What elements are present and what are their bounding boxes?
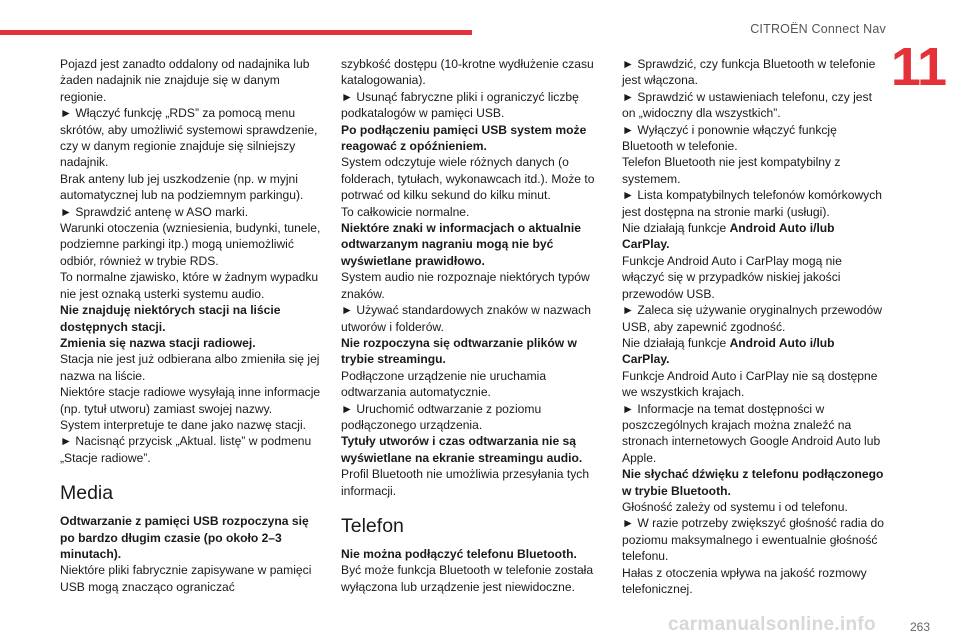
paragraph: System audio nie rozpoznaje niektórych typów znaków. [341,270,590,301]
paragraph: Stacja nie jest już odbierana albo zmieniła się jej nazwa na liście. [60,352,320,383]
paragraph-bold-text: Android Auto i/lub CarPlay. [622,335,835,367]
paragraph: ► Zaleca się używanie oryginalnych przewodów USB, aby zapewnić zgodność. [622,303,883,334]
header-accent-bar [0,30,472,35]
bold-question: Odtwarzanie z pamięci USB rozpoczyna się po bardzo długim czasie (po około 2–3 minutach). [60,514,309,561]
paragraph: ► Lista kompatybilnych telefonów komórkowych jest dostępna na stronie marki (usługi). [622,188,883,219]
paragraph: Pojazd jest zanadto oddalony od nadajnika lub żaden nadajnik nie znajduje się w danym regionie. [60,57,310,104]
paragraph: Niektóre pliki fabrycznie zapisywane w pamięci USB mogą znacząco ograniczać [60,563,312,594]
text-column-2 [341,56,603,595]
paragraph: ► Sprawdzić, czy funkcja Bluetooth w telefonie jest włączona. [622,57,876,88]
paragraph [622,220,884,253]
paragraph: System odczytuje wiele różnych danych (o folderach, tytułach, wykonawcach itd.). Może to potrwać od kilku sekund do kilku minut. [341,155,595,203]
paragraph: Funkcje Android Auto i CarPlay nie są dostępne we wszystkich krajach. [622,368,878,400]
bold-question: Nie znajduję niektórych stacji na liście dostępnych stacji. [60,303,281,334]
paragraph: ► Włączyć funkcję „RDS” za pomocą menu skrótów, aby umożliwić systemowi sprawdzenie, czy w danym regionie znajduje się silniejszy nadajnik. [60,106,318,170]
chapter-number: 11 [890,37,946,97]
paragraph: To normalne zjawisko, które w żadnym wypadku nie jest oznaką usterki systemu audio. [60,270,319,301]
bold-question: Nie rozpoczyna się odtwarzanie plików w trybie streamingu. [341,335,577,367]
manual-title: CITROËN Connect Nav [750,22,886,36]
bold-question: Po podłączeniu pamięci USB system może reagować z opóźnieniem. [341,122,587,154]
paragraph: To całkowicie normalne. [341,204,470,219]
page-number: 263 [909,620,930,634]
paragraph: ► Wyłączyć i ponownie włączyć funkcję Bluetooth w telefonie. [622,122,837,154]
bold-question: Niektóre znaki w informacjach o aktualnie odtwarzanym nagraniu mogą nie być wyświetlane prawidłowo. [341,221,581,268]
paragraph: Warunki otoczenia (wzniesienia, budynki, tunele, podziemne parkingi itp.) mogą uniemożliwić odbiór, również w trybie RDS. [60,221,321,268]
paragraph-text: Nie działają funkcje [622,221,730,236]
bold-question: Zmienia się nazwa stacji radiowej. [60,335,256,350]
paragraph: ► W razie potrzeby zwiększyć głośność radia do poziomu maksymalnego i ewentualnie głośność telefonu. [622,516,885,564]
section-heading: Media [60,482,114,505]
paragraph: szybkość dostępu (10-krotne wydłużenie czasu katalogowania). [341,57,594,88]
paragraph: ► Usunąć fabryczne pliki i ograniczyć liczbę podkatalogów w pamięci USB. [341,89,579,121]
paragraph: ► Sprawdzić w ustawieniach telefonu, czy jest on „widoczny dla wszystkich”. [622,89,872,121]
paragraph: ► Używać standardowych znaków w nazwach utworów i folderów. [341,303,591,334]
text-column-3 [622,56,884,597]
paragraph: Podłączone urządzenie nie uruchamia odtwarzania automatycznie. [341,368,547,400]
paragraph: ► Uruchomić odtwarzanie z poziomu podłączonego urządzenia. [341,401,542,432]
paragraph: ► Informacje na temat dostępności w poszczególnych krajach można znaleźć na stronach internetowych Google Android Auto lub Apple. [622,401,881,465]
paragraph: Hałas z otoczenia wpływa na jakość rozmowy telefonicznej. [622,565,867,596]
paragraph-text: Nie działają funkcje [622,335,730,350]
paragraph: Funkcje Android Auto i CarPlay mogą nie włączyć się w przypadków niskiej jakości przewodów USB. [622,253,842,301]
paragraph: Głośność zależy od systemu i od telefonu. [622,499,848,514]
text-column-1 [60,56,322,595]
section-heading: Telefon [341,514,404,537]
paragraph: Profil Bluetooth nie umożliwia przesyłania tych informacji. [341,467,590,498]
watermark: carmanualsonline.info [668,614,876,635]
paragraph: ► Sprawdzić antenę w ASO marki. [60,204,249,219]
paragraph-bold-text: Android Auto i/lub CarPlay. [622,221,835,252]
paragraph [622,335,884,368]
bold-question: Tytuły utworów i czas odtwarzania nie są wyświetlane na ekranie streamingu audio. [341,434,583,465]
paragraph: Brak anteny lub jej uszkodzenie (np. w myjni automatycznej lub na podziemnym parkingu). [60,171,304,203]
paragraph: Telefon Bluetooth nie jest kompatybilny z systemem. [622,155,841,186]
paragraph: System interpretuje te dane jako nazwę stacji. [60,417,307,432]
paragraph: ► Nacisnąć przycisk „Aktual. listę” w podmenu „Stacje radiowe”. [60,434,312,465]
bold-question: Nie słychać dźwięku z telefonu podłączonego w trybie Bluetooth. [622,467,884,498]
bold-question: Nie można podłączyć telefonu Bluetooth. [341,546,577,561]
paragraph: Być może funkcja Bluetooth w telefonie została wyłączona lub urządzenie jest niewidoczne. [341,563,594,594]
paragraph: Niektóre stacje radiowe wysyłają inne informacje (np. tytuł utworu) zamiast swojej nazwy. [60,385,321,416]
